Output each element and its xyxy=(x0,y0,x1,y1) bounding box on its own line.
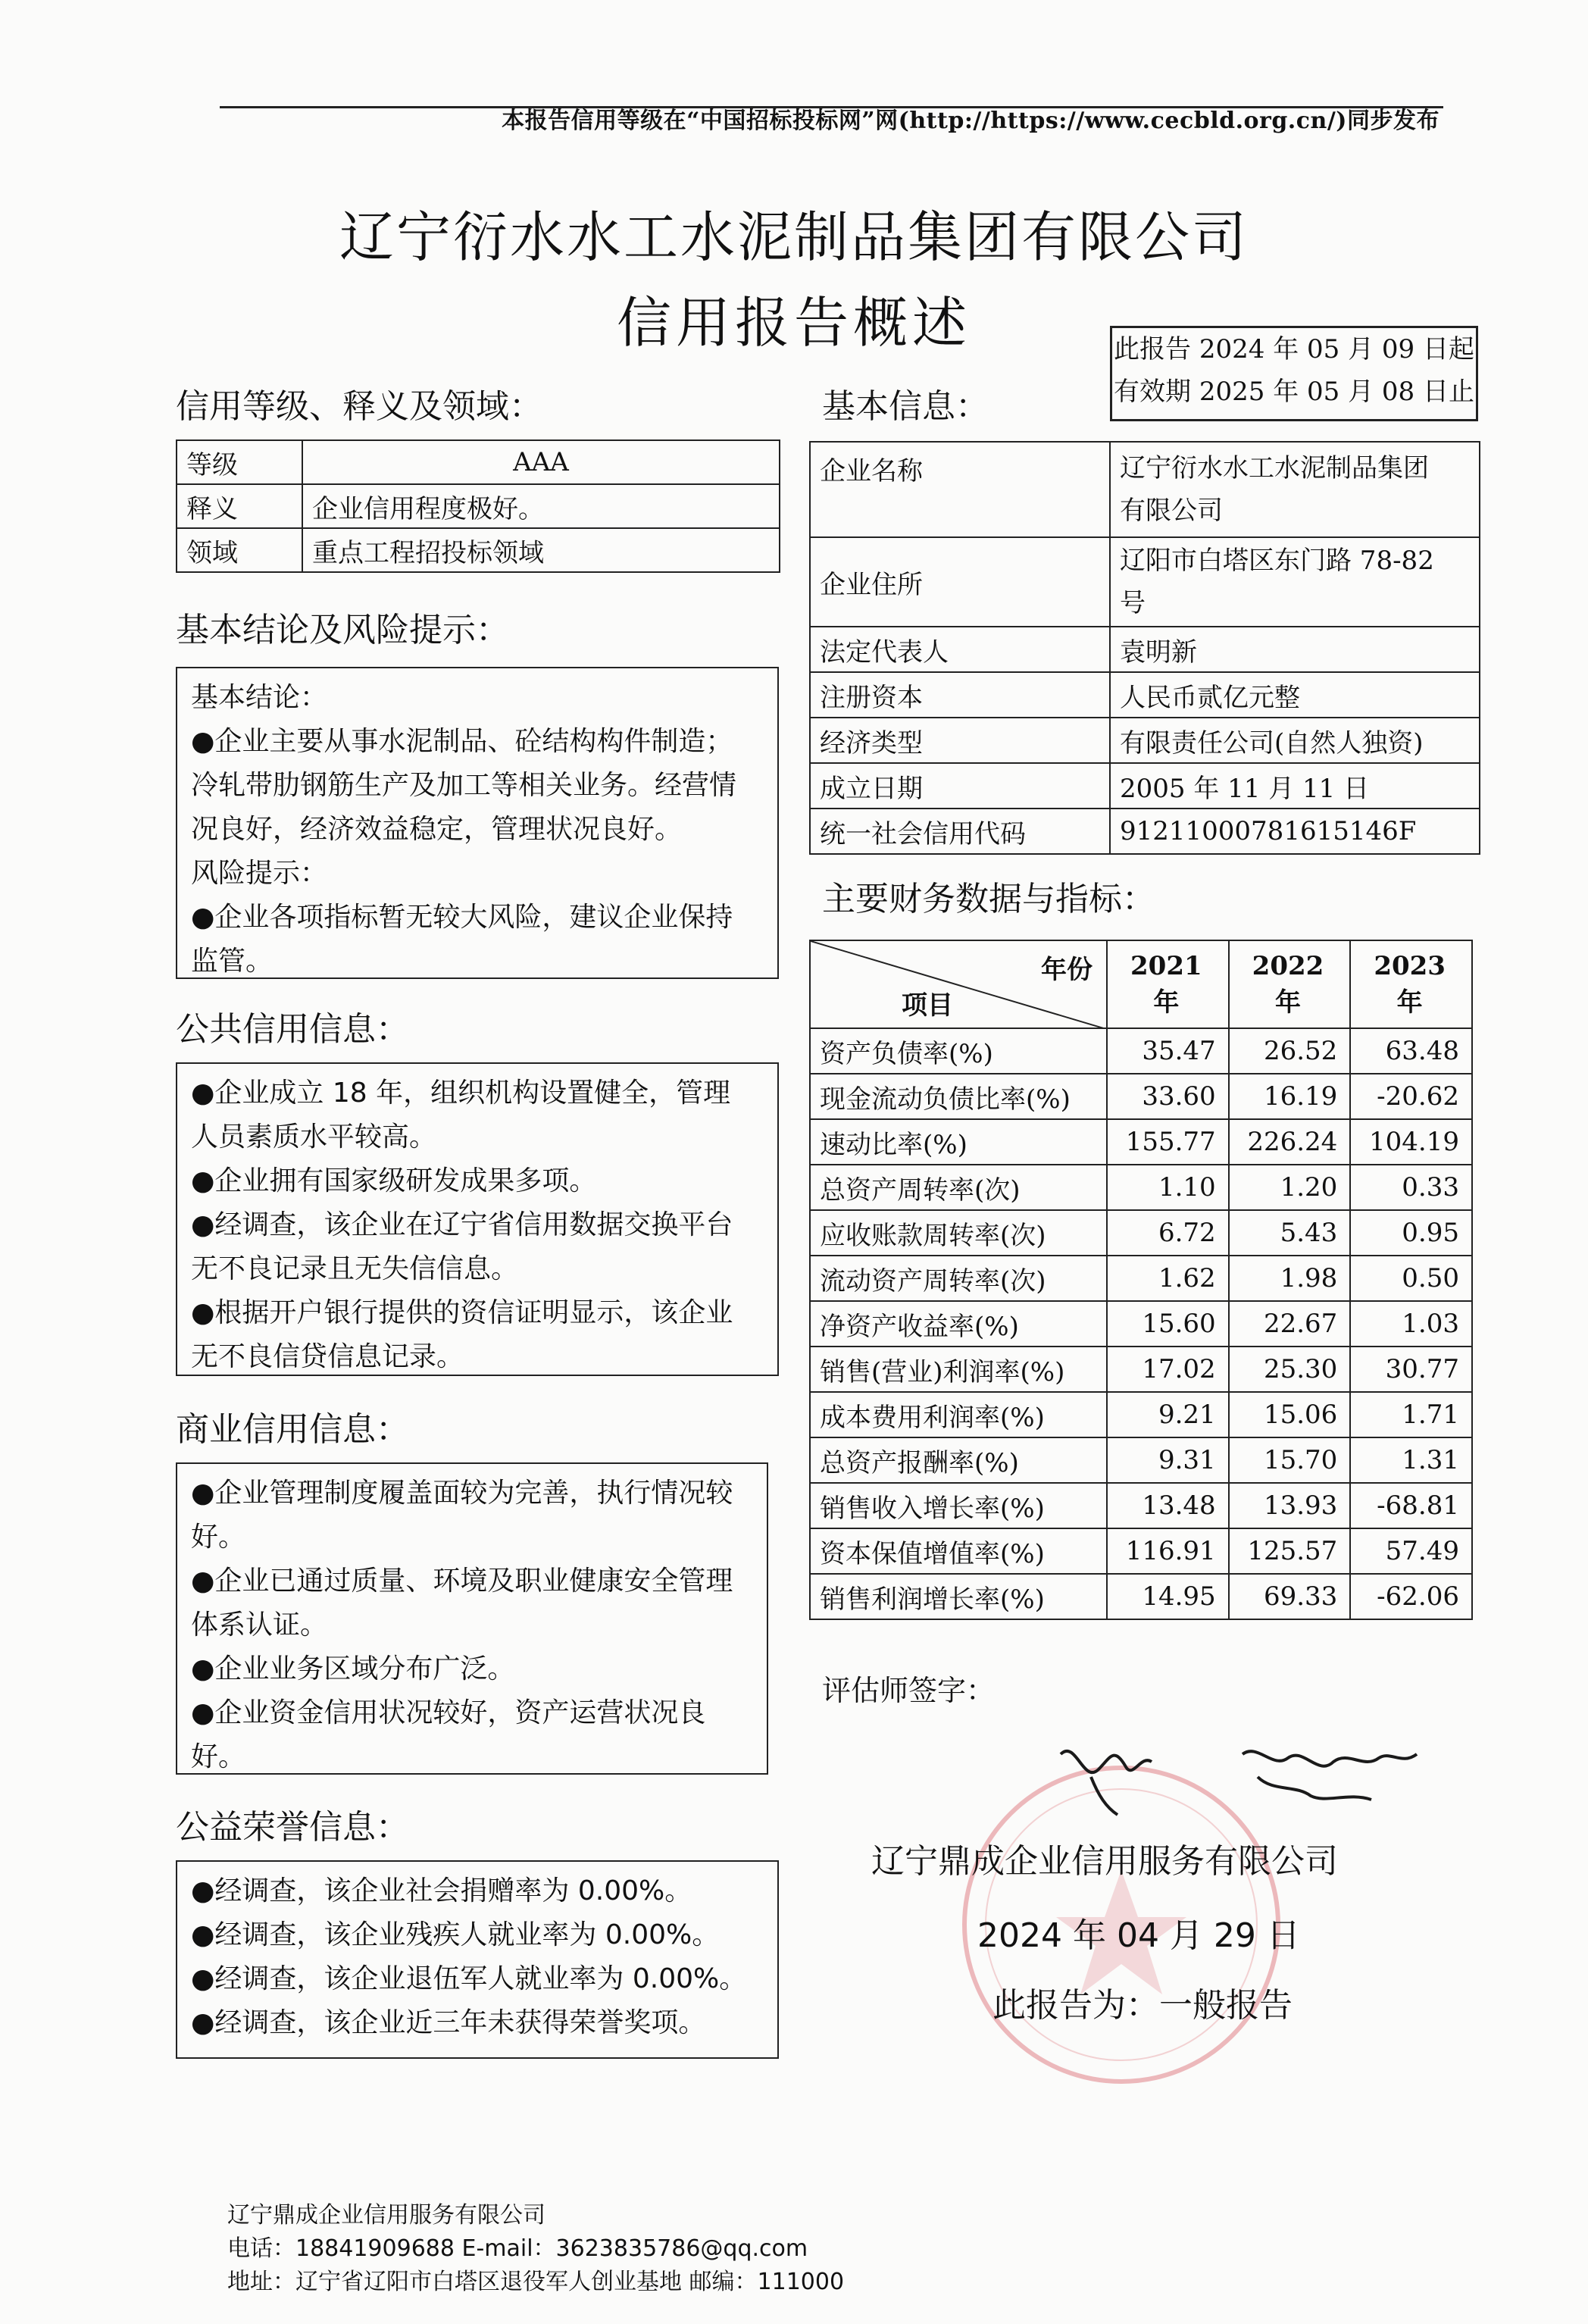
financial-row xyxy=(810,1119,1472,1165)
financial-heading: 主要财务数据与指标： xyxy=(822,880,1155,918)
basic-info-value: 2005 年 11 月 11 日 xyxy=(1110,763,1480,809)
issuer-company: 辽宁鼎成企业信用服务有限公司 xyxy=(871,1842,1338,1881)
financial-corner xyxy=(810,940,1107,1028)
basic-info-row xyxy=(810,763,1480,809)
financial-value-2021: 33.60 xyxy=(1107,1074,1229,1119)
footer-company: 辽宁鼎成企业信用服务有限公司 xyxy=(227,2202,545,2229)
public-credit-line: 无不良信贷信息记录。 xyxy=(191,1341,464,1372)
basic-info-value xyxy=(1110,442,1480,537)
welfare-box xyxy=(176,1860,779,2059)
financial-value-2022: 69.33 xyxy=(1229,1574,1351,1619)
financial-value-2023: 0.95 xyxy=(1350,1210,1472,1256)
financial-value-2021: 15.60 xyxy=(1107,1301,1229,1347)
financial-value-2021: 35.47 xyxy=(1107,1028,1229,1074)
conclusion-box xyxy=(176,667,779,979)
address-line2: 号 xyxy=(1120,588,1146,618)
financial-value-2022: 1.20 xyxy=(1229,1165,1351,1210)
public-credit-line: 无不良记录且无失信信息。 xyxy=(191,1253,519,1284)
financial-value-2022: 26.52 xyxy=(1229,1028,1351,1074)
financial-value-2021: 13.48 xyxy=(1107,1483,1229,1528)
public-credit-line: ●企业成立 18 年，组织机构设置健全，管理 xyxy=(191,1078,731,1109)
basic-info-row xyxy=(810,672,1480,718)
welfare-heading: 公益荣誉信息： xyxy=(176,1808,409,1847)
basic-info-label: 企业住所 xyxy=(810,537,1110,627)
business-credit-line: 好。 xyxy=(191,1522,246,1553)
business-credit-line: 体系认证。 xyxy=(191,1609,328,1641)
financial-value-2023: 57.49 xyxy=(1350,1528,1472,1574)
address-line1: 辽阳市白塔区东门路 78-82 xyxy=(1120,546,1434,576)
credit-field: 重点工程招投标领域 xyxy=(302,528,780,572)
public-credit-heading: 公共信用信息： xyxy=(176,1010,409,1049)
credit-row-meaning xyxy=(177,484,780,528)
conclusion-line: 风险提示： xyxy=(191,858,328,889)
credit-label: 等级 xyxy=(177,440,302,484)
basic-info-row xyxy=(810,718,1480,763)
issue-date: 2024 年 04 月 29 日 xyxy=(977,1916,1300,1955)
financial-value-2023: 1.71 xyxy=(1350,1392,1472,1437)
public-credit-line: ●企业拥有国家级研发成果多项。 xyxy=(191,1165,597,1196)
financial-value-2023: 30.77 xyxy=(1350,1347,1472,1392)
credit-label: 释义 xyxy=(177,484,302,528)
year-header: 2022 年 xyxy=(1229,940,1351,1028)
financial-value-2021: 1.62 xyxy=(1107,1256,1229,1301)
financial-row xyxy=(810,1392,1472,1437)
financial-value-2021: 9.21 xyxy=(1107,1392,1229,1437)
report-type: 此报告为：一般报告 xyxy=(992,1986,1293,2025)
financial-value-2023: 0.50 xyxy=(1350,1256,1472,1301)
financial-value-2022: 22.67 xyxy=(1229,1301,1351,1347)
financial-metric-label: 销售(营业)利润率(%) xyxy=(810,1347,1107,1392)
basic-info-row xyxy=(810,442,1480,537)
welfare-line: ●经调查，该企业社会捐赠率为 0.00%。 xyxy=(191,1875,692,1906)
financial-value-2022: 15.70 xyxy=(1229,1437,1351,1483)
financial-row xyxy=(810,1347,1472,1392)
document-title: 辽宁衍水水工水泥制品集团有限公司 xyxy=(339,205,1249,269)
financial-metric-label: 成本费用利润率(%) xyxy=(810,1392,1107,1437)
welfare-line: ●经调查，该企业退伍军人就业率为 0.00%。 xyxy=(191,1963,747,1994)
basic-info-value: 袁明新 xyxy=(1110,627,1480,672)
basic-info-label: 成立日期 xyxy=(810,763,1110,809)
footer-address: 地址：辽宁省辽阳市白塔区退役军人创业基地 邮编：111000 xyxy=(227,2269,845,2295)
public-credit-line: ●根据开户银行提供的资信证明显示，该企业 xyxy=(191,1297,733,1328)
business-credit-heading: 商业信用信息： xyxy=(176,1410,409,1449)
corner-year-label: 年份 xyxy=(1041,955,1093,985)
basic-info-row xyxy=(810,627,1480,672)
header-rule xyxy=(220,106,1443,108)
credit-row-grade xyxy=(177,440,780,484)
public-credit-line: ●经调查，该企业在辽宁省信用数据交换平台 xyxy=(191,1209,733,1240)
financial-metric-label: 速动比率(%) xyxy=(810,1119,1107,1165)
conclusion-line: ●企业各项指标暂无较大风险，建议企业保持 xyxy=(191,902,733,933)
financial-value-2023: 1.03 xyxy=(1350,1301,1472,1347)
financial-value-2022: 1.98 xyxy=(1229,1256,1351,1301)
financial-row xyxy=(810,1165,1472,1210)
conclusion-line: 况良好，经济效益稳定，管理状况良好。 xyxy=(191,814,683,845)
financial-value-2021: 6.72 xyxy=(1107,1210,1229,1256)
basic-info-value: 有限责任公司(自然人独资) xyxy=(1110,718,1480,763)
corner-item-label: 项目 xyxy=(902,990,953,1021)
document-subtitle: 信用报告概述 xyxy=(616,291,971,355)
basic-info-label: 企业名称 xyxy=(810,442,1110,537)
financial-row xyxy=(810,1256,1472,1301)
footer-contact: 电话：18841909688 E-mail：3623835786@qq.com xyxy=(227,2235,808,2262)
financial-value-2021: 9.31 xyxy=(1107,1437,1229,1483)
financial-value-2022: 13.93 xyxy=(1229,1483,1351,1528)
conclusion-heading: 基本结论及风险提示： xyxy=(176,611,509,649)
financial-value-2022: 226.24 xyxy=(1229,1119,1351,1165)
credit-meaning: 企业信用程度极好。 xyxy=(302,484,780,528)
financial-row xyxy=(810,1210,1472,1256)
credit-row-field xyxy=(177,528,780,572)
validity-end: 有效期 2025 年 05 月 08 日止 xyxy=(1114,377,1474,407)
financial-row xyxy=(810,1437,1472,1483)
financial-metric-label: 资产负债率(%) xyxy=(810,1028,1107,1074)
financial-value-2021: 14.95 xyxy=(1107,1574,1229,1619)
basic-info-label: 经济类型 xyxy=(810,718,1110,763)
financial-row xyxy=(810,1574,1472,1619)
business-credit-line: ●企业已通过质量、环境及职业健康安全管理 xyxy=(191,1565,733,1597)
welfare-line: ●经调查，该企业近三年未获得荣誉奖项。 xyxy=(191,2007,706,2038)
financial-row xyxy=(810,1483,1472,1528)
company-name-line2: 有限公司 xyxy=(1120,496,1223,526)
basic-info-value: 人民币贰亿元整 xyxy=(1110,672,1480,718)
financial-metric-label: 总资产报酬率(%) xyxy=(810,1437,1107,1483)
business-credit-line: ●企业资金信用状况较好，资产运营状况良 xyxy=(191,1697,706,1728)
financial-metric-label: 总资产周转率(次) xyxy=(810,1165,1107,1210)
financial-value-2022: 15.06 xyxy=(1229,1392,1351,1437)
financial-row xyxy=(810,1528,1472,1574)
basic-info-row xyxy=(810,537,1480,627)
financial-value-2021: 155.77 xyxy=(1107,1119,1229,1165)
financial-metric-label: 资本保值增值率(%) xyxy=(810,1528,1107,1574)
financial-metric-label: 应收账款周转率(次) xyxy=(810,1210,1107,1256)
public-credit-line: 人员素质水平较高。 xyxy=(191,1121,437,1153)
basic-info-value: 91211000781615146F xyxy=(1110,809,1480,854)
basic-info-row xyxy=(810,809,1480,854)
basic-info-table xyxy=(809,441,1480,855)
business-credit-box xyxy=(176,1462,768,1775)
financial-table xyxy=(809,940,1473,1620)
financial-value-2021: 116.91 xyxy=(1107,1528,1229,1574)
financial-row xyxy=(810,1028,1472,1074)
credit-label: 领域 xyxy=(177,528,302,572)
assessor-signature-label: 评估师签字： xyxy=(822,1674,996,1707)
financial-value-2023: -68.81 xyxy=(1350,1483,1472,1528)
footer xyxy=(227,2199,844,2299)
handwritten-signatures xyxy=(1046,1724,1424,1838)
financial-metric-label: 净资产收益率(%) xyxy=(810,1301,1107,1347)
business-credit-line: ●企业管理制度履盖面较为完善，执行情况较 xyxy=(191,1478,733,1509)
business-credit-line: 好。 xyxy=(191,1741,246,1772)
financial-value-2022: 5.43 xyxy=(1229,1210,1351,1256)
basic-info-label: 统一社会信用代码 xyxy=(810,809,1110,854)
financial-value-2023: 1.31 xyxy=(1350,1437,1472,1483)
financial-value-2021: 1.10 xyxy=(1107,1165,1229,1210)
financial-value-2022: 25.30 xyxy=(1229,1347,1351,1392)
year-header: 2023 年 xyxy=(1350,940,1472,1028)
business-credit-line: ●企业业务区域分布广泛。 xyxy=(191,1653,515,1684)
financial-metric-label: 销售收入增长率(%) xyxy=(810,1483,1107,1528)
financial-value-2023: 104.19 xyxy=(1350,1119,1472,1165)
financial-value-2022: 16.19 xyxy=(1229,1074,1351,1119)
financial-header-row xyxy=(810,940,1472,1028)
financial-value-2022: 125.57 xyxy=(1229,1528,1351,1574)
financial-value-2023: 0.33 xyxy=(1350,1165,1472,1210)
top-note: 本报告信用等级在“中国招标投标网”网(http://https://www.cecbld.org.cn/)同步发布 xyxy=(502,108,1440,134)
financial-value-2023: -20.62 xyxy=(1350,1074,1472,1119)
basic-info-label: 注册资本 xyxy=(810,672,1110,718)
financial-row xyxy=(810,1074,1472,1119)
credit-table xyxy=(176,439,780,573)
financial-metric-label: 流动资产周转率(次) xyxy=(810,1256,1107,1301)
validity-start: 此报告 2024 年 05 月 09 日起 xyxy=(1114,334,1474,364)
credit-grade: AAA xyxy=(302,440,780,484)
conclusion-line: 冷轧带肋钢筋生产及加工等相关业务。经营情 xyxy=(191,770,737,801)
financial-row xyxy=(810,1301,1472,1347)
welfare-line: ●经调查，该企业残疾人就业率为 0.00%。 xyxy=(191,1919,720,1950)
company-name-line1: 辽宁衍水水工水泥制品集团 xyxy=(1120,453,1429,483)
year-header: 2021 年 xyxy=(1107,940,1229,1028)
conclusion-line: 监管。 xyxy=(191,946,274,977)
public-credit-box xyxy=(176,1062,779,1376)
financial-metric-label: 现金流动负债比率(%) xyxy=(810,1074,1107,1119)
validity-box xyxy=(1110,326,1478,421)
financial-value-2023: -62.06 xyxy=(1350,1574,1472,1619)
basic-info-label: 法定代表人 xyxy=(810,627,1110,672)
financial-value-2021: 17.02 xyxy=(1107,1347,1229,1392)
conclusion-line: 基本结论： xyxy=(191,682,328,713)
financial-metric-label: 销售利润增长率(%) xyxy=(810,1574,1107,1619)
credit-heading: 信用等级、释义及领域： xyxy=(176,387,542,426)
conclusion-line: ●企业主要从事水泥制品、砼结构构件制造； xyxy=(191,726,733,757)
financial-value-2023: 63.48 xyxy=(1350,1028,1472,1074)
financial-body xyxy=(810,1028,1472,1619)
basic-info-heading: 基本信息： xyxy=(822,387,989,426)
basic-info-value xyxy=(1110,537,1480,627)
